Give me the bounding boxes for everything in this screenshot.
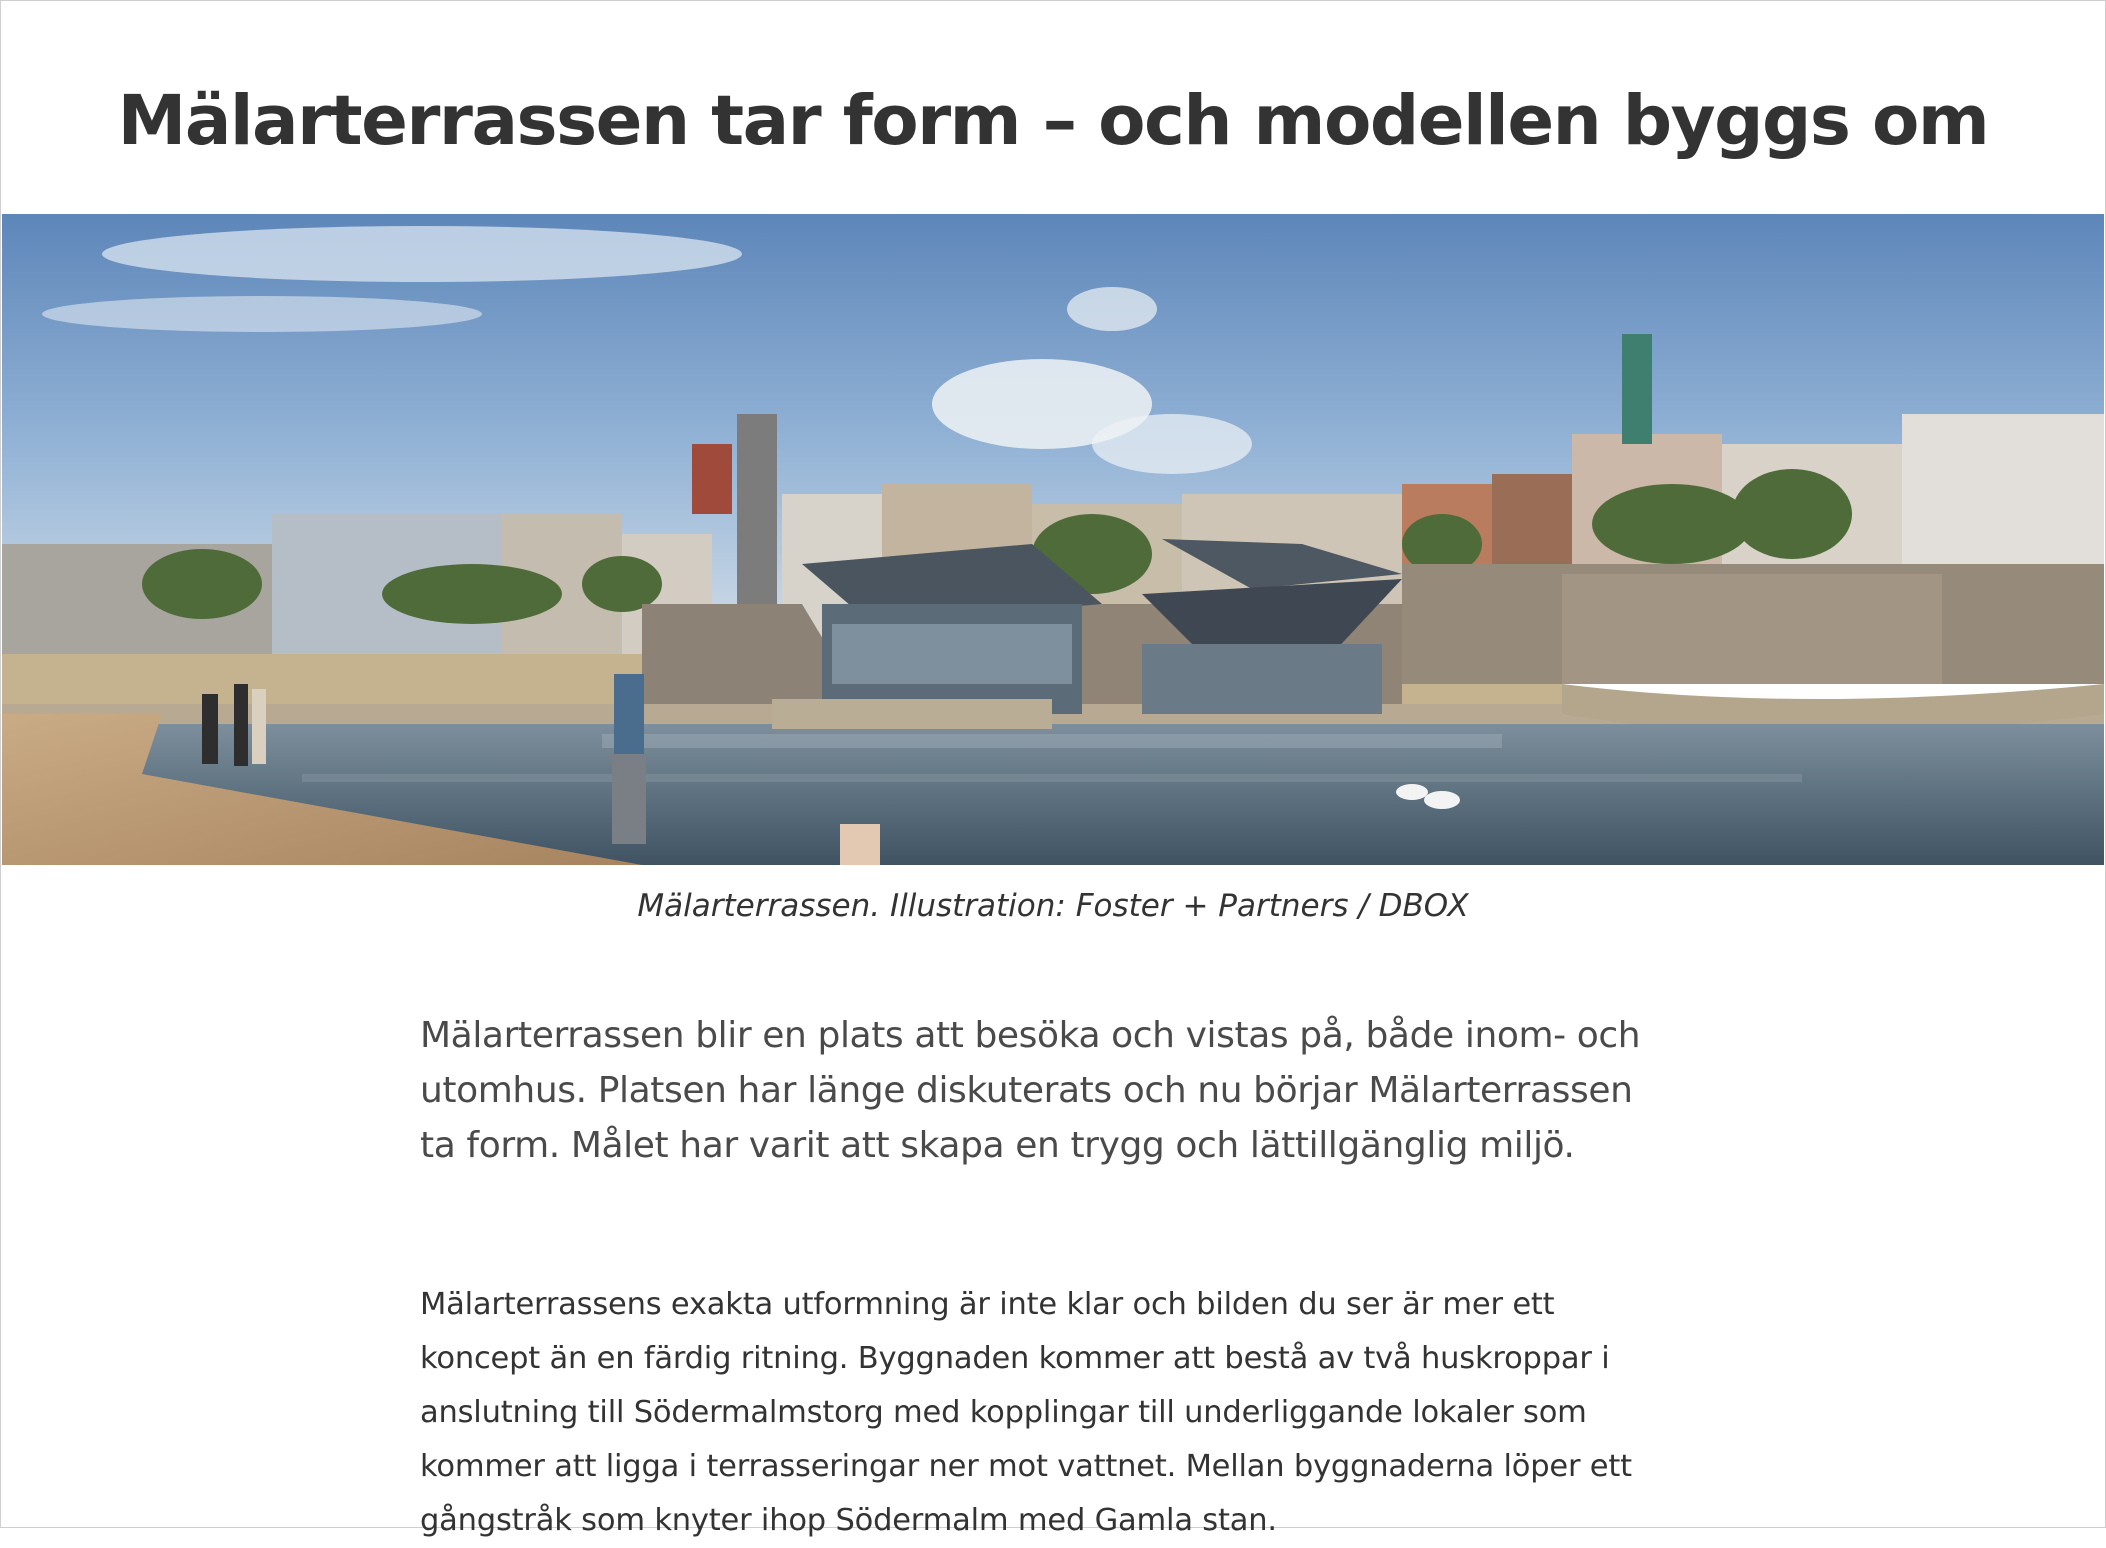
water-reflection	[602, 734, 1502, 748]
lead-line: ta form. Målet har varit att skapa en trygg och lättillgänglig miljö.	[420, 1125, 1575, 1166]
body-line: kommer att ligga i terrasseringar ner mot vattnet. Mellan byggnaderna löper ett	[420, 1449, 1632, 1484]
lead-line: Mälarterrassen blir en plats att besöka och vistas på, både inom- och	[420, 1015, 1641, 1056]
body-line: gångstråk som knyter ihop Södermalm med Gamla stan.	[420, 1503, 1277, 1538]
article-lead	[420, 1008, 1700, 1173]
body-line: koncept än en färdig ritning. Byggnaden kommer att bestå av två huskroppar i	[420, 1341, 1610, 1376]
cloud	[102, 226, 742, 282]
body-line: anslutning till Södermalmstorg med kopplingar till underliggande lokaler som	[420, 1395, 1587, 1430]
article-body	[420, 1278, 1700, 1548]
water-reflection	[302, 774, 1802, 782]
article-title: Mälarterrassen tar form – och modellen byggs om	[117, 81, 1989, 161]
floating-pier	[772, 699, 1052, 729]
pavilion-left	[802, 544, 1102, 714]
body-line: Mälarterrassens exakta utformning är inte klar och bilden du ser är mer ett	[420, 1287, 1555, 1322]
cloud	[1092, 414, 1252, 474]
image-caption: Mälarterrassen. Illustration: Foster + Partners / DBOX	[637, 888, 1469, 924]
hero-illustration	[2, 214, 2104, 865]
lead-line: utomhus. Platsen har länge diskuterats och nu börjar Mälarterrassen	[420, 1070, 1633, 1111]
terrace-block	[1562, 574, 1942, 684]
cloud	[1067, 287, 1157, 331]
cloud	[42, 296, 482, 332]
